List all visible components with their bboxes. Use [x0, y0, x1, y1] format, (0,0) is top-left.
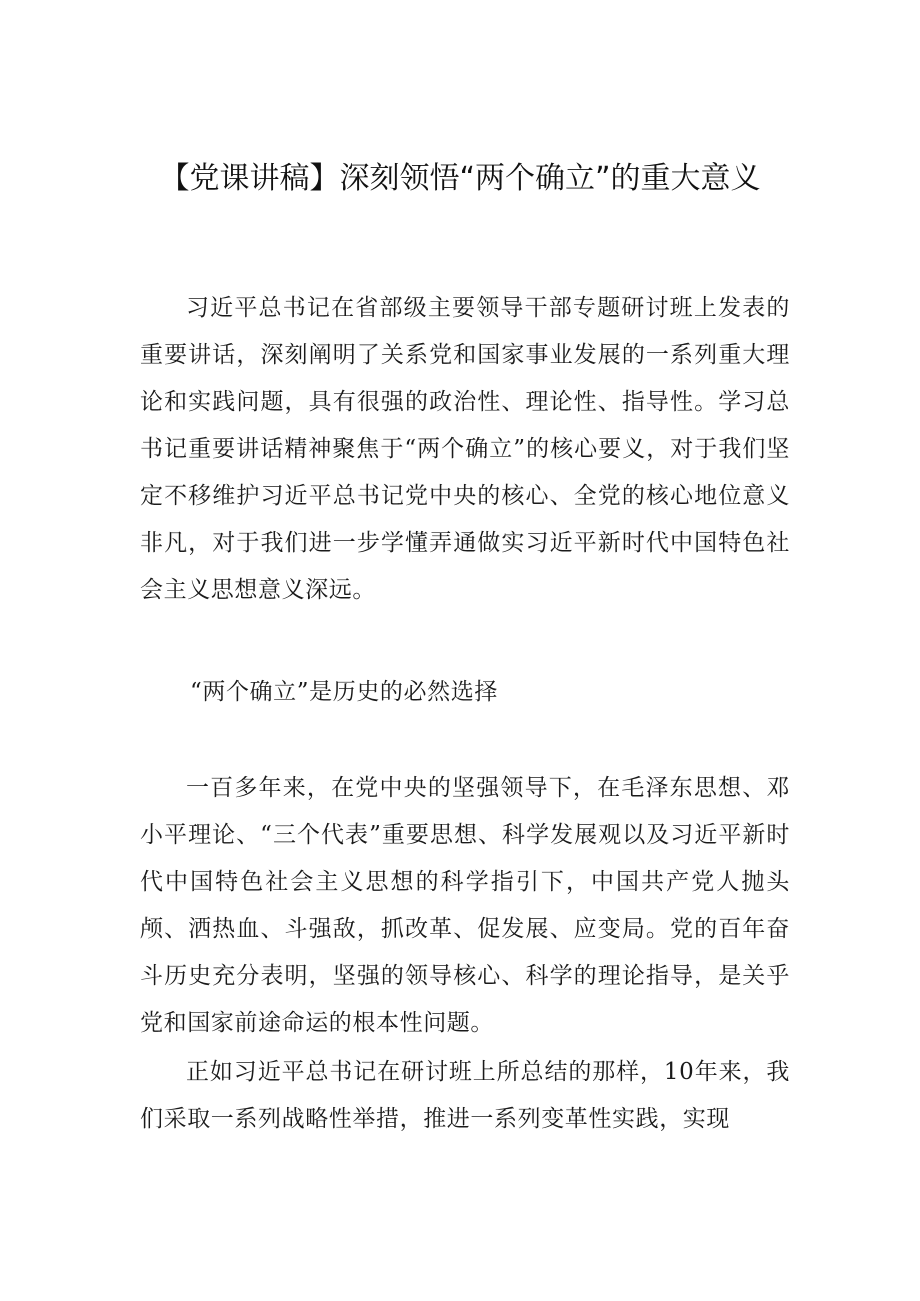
intro-paragraph: 习近平总书记在省部级主要领导干部专题研讨班上发表的重要讲话，深刻阐明了关系党和国家事业发展的一系列重大理论和实践问题，具有很强的政治性、理论性、指导性。学习总书记重要讲话精神聚焦于“两个确立”的核心要义，对于我们坚定不移维护习近平总书记党中央的核心、全党的核心地位意义非凡，对于我们进一步学懂弄通做实习近平新时代中国特色社会主义思想意义深远。 [140, 295, 790, 603]
section-paragraph-1: 一百多年来，在党中央的坚强领导下，在毛泽东思想、邓小平理论、“三个代表”重要思想、科学发展观以及习近平新时代中国特色社会主义思想的科学指引下，中国共产党人抛头颅、洒热血、斗强敌，抓改革、促发展、应变局。党的百年奋斗历史充分表明，坚强的领导核心、科学的理论指导，是关乎党和国家前途命运的根本性问题。 [140, 775, 790, 1036]
section-heading: “两个确立”是历史的必然选择 [190, 679, 498, 705]
section-paragraph-2: 正如习近平总书记在研讨班上所总结的那样，10年来，我们采取一系列战略性举措，推进一系列变革性实践，实现 [140, 1059, 790, 1132]
document-title: 【党课讲稿】深刻领悟“两个确立”的重大意义 [159, 161, 761, 196]
